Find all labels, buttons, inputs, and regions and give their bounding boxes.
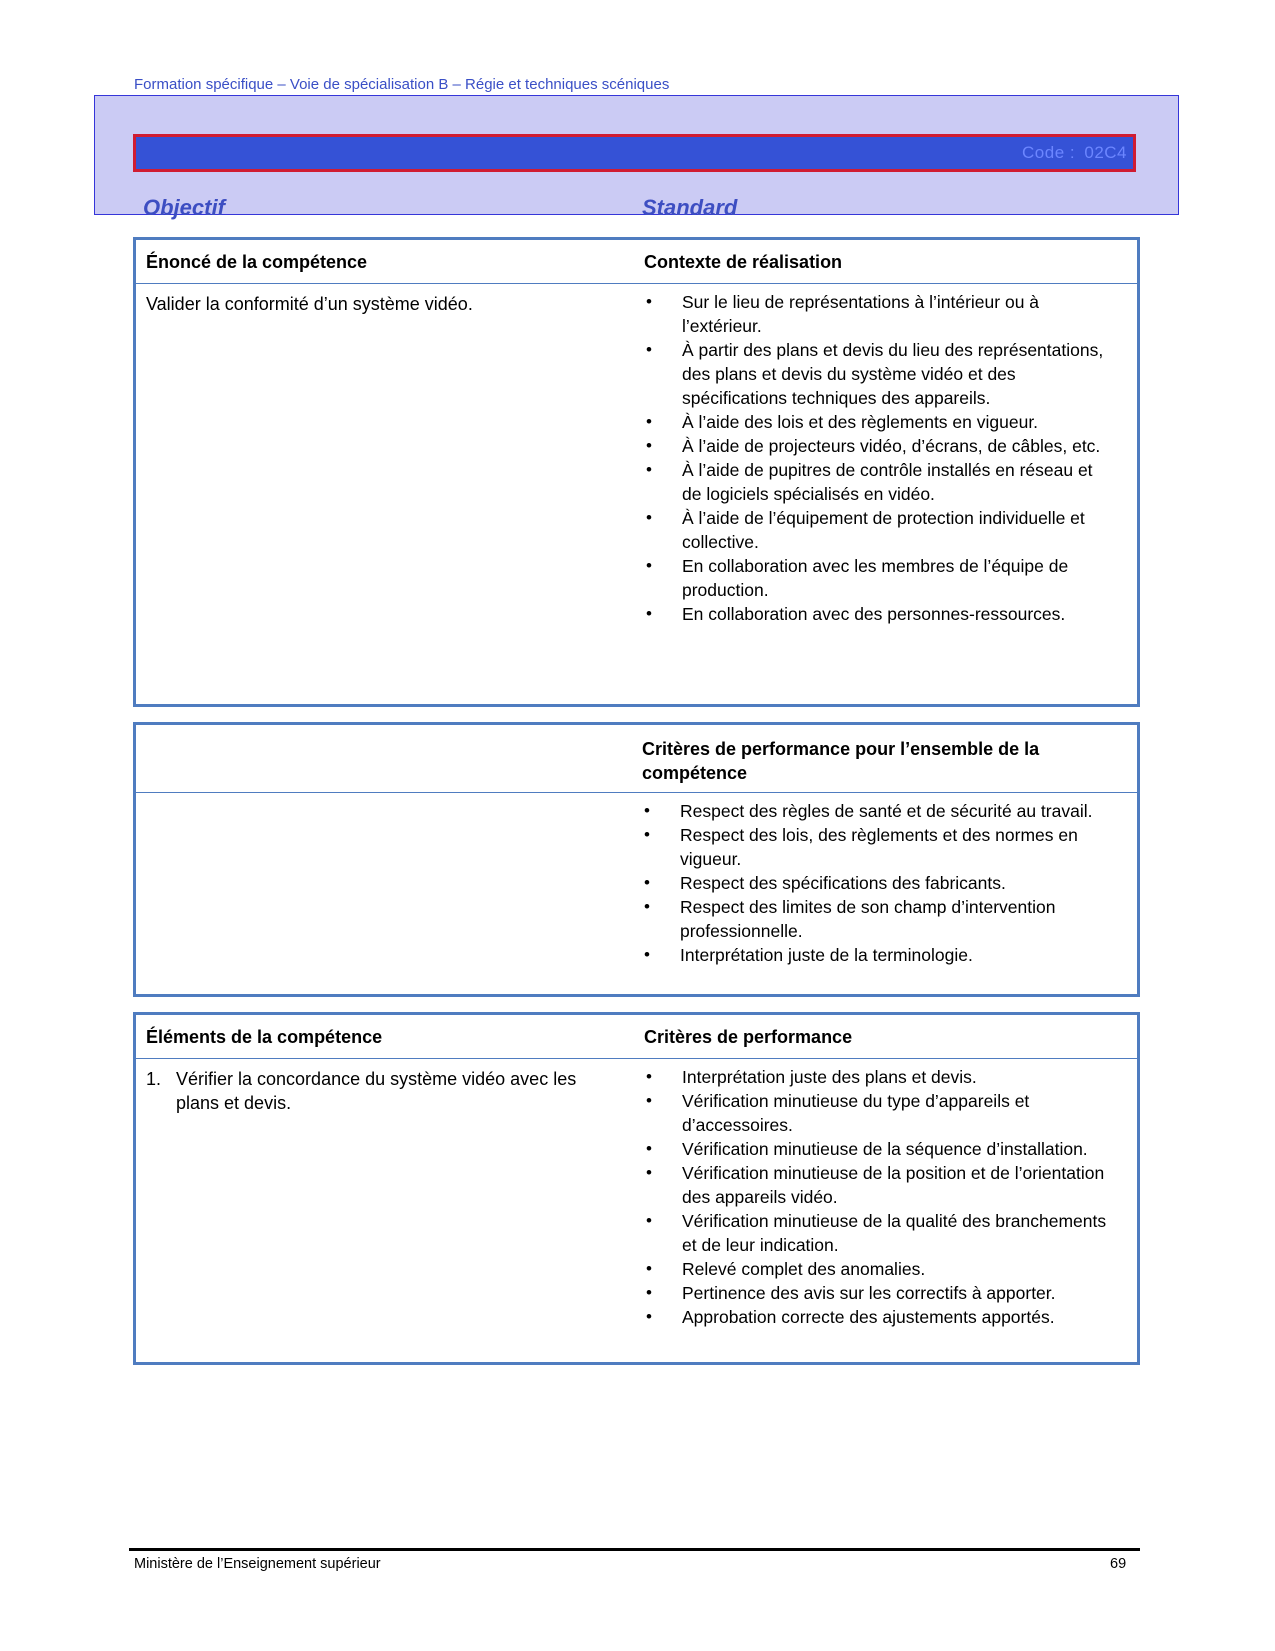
page-number: 69 [1110, 1556, 1127, 1572]
running-header: Formation spécifique – Voie de spécialisation B – Régie et techniques scéniques [134, 76, 670, 93]
list-item: • Respect des règles de santé et de sécurité au travail. [644, 799, 1119, 823]
list-item: • Vérification minutieuse de la position et de l’orientation des appareils vidéo. [646, 1161, 1121, 1209]
element-text: Vérifier la concordance du système vidéo avec les plans et devis. [176, 1069, 577, 1113]
global-criteria-header: Critères de performance pour l’ensemble de la compétence [642, 739, 1040, 783]
competency-panel [133, 237, 1140, 707]
footer-divider [129, 1548, 1140, 1551]
global-criteria-panel [133, 722, 1140, 997]
list-item: • Respect des spécifications des fabricants. [644, 871, 1119, 895]
panel-header [136, 725, 1137, 793]
code-zone [94, 95, 1179, 215]
competency-code [1018, 143, 1127, 163]
list-item: • À l’aide de projecteurs vidéo, d’écrans, de câbles, etc. [646, 434, 1116, 458]
list-item: • Interprétation juste de la terminologie. [644, 943, 1119, 967]
list-item: • Vérification minutieuse de la séquence d’installation. [646, 1137, 1121, 1161]
code-label: Code : [1022, 143, 1076, 162]
global-criteria-list [644, 799, 1119, 967]
context-header: Contexte de réalisation [644, 252, 843, 272]
list-item: • Sur le lieu de représentations à l’intérieur ou à l’extérieur. [646, 290, 1116, 338]
list-item: • À l’aide de pupitres de contrôle installés en réseau et de logiciels spécialisés en vidéo. [646, 458, 1116, 506]
list-item: • À l’aide de l’équipement de protection individuelle et collective. [646, 506, 1116, 554]
competency-element [146, 1067, 606, 1115]
code-bar [133, 134, 1136, 172]
list-item: • Interprétation juste des plans et devis. [646, 1065, 1121, 1089]
objective-title: Objectif [143, 195, 225, 220]
list-item: • À partir des plans et devis du lieu des représentations, des plans et devis du système vidéo et des spécifications techniques des appareils. [646, 338, 1116, 410]
element-number: 1. [146, 1069, 162, 1089]
list-item: • Approbation correcte des ajustements apportés. [646, 1305, 1121, 1329]
elements-header: Éléments de la compétence [146, 1027, 383, 1047]
performance-criteria-list [646, 1065, 1121, 1329]
list-item: • Respect des lois, des règlements et des normes en vigueur. [644, 823, 1119, 871]
panel-header [136, 1015, 1137, 1059]
competency-statement: Valider la conformité d’un système vidéo. [146, 294, 473, 314]
list-item: • En collaboration avec des personnes-ressources. [646, 602, 1116, 626]
statement-header: Énoncé de la compétence [146, 252, 368, 272]
performance-header: Critères de performance [644, 1027, 853, 1047]
footer-ministry: Ministère de l’Enseignement supérieur [134, 1556, 381, 1572]
list-item: • Relevé complet des anomalies. [646, 1257, 1121, 1281]
context-list [646, 290, 1116, 626]
panel-header [136, 240, 1137, 284]
code-value: 02C4 [1084, 143, 1127, 162]
list-item: • À l’aide des lois et des règlements en vigueur. [646, 410, 1116, 434]
list-item: • Respect des limites de son champ d’intervention professionnelle. [644, 895, 1119, 943]
list-item: • En collaboration avec les membres de l’équipe de production. [646, 554, 1116, 602]
list-item: • Pertinence des avis sur les correctifs à apporter. [646, 1281, 1121, 1305]
standard-title: Standard [642, 195, 738, 220]
list-item: • Vérification minutieuse du type d’appareils et d’accessoires. [646, 1089, 1121, 1137]
elements-panel [133, 1012, 1140, 1365]
list-item: • Vérification minutieuse de la qualité des branchements et de leur indication. [646, 1209, 1121, 1257]
